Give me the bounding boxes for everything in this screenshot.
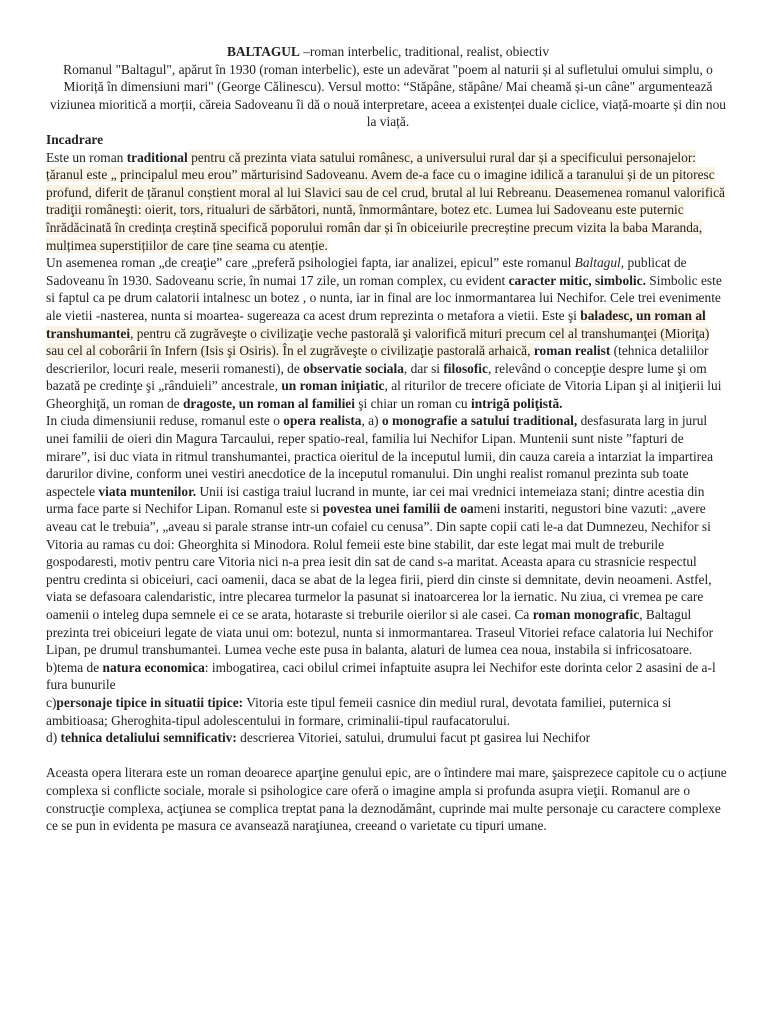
p1-highlighted-text: pentru că prezinta viata satului românesc, a universului rural dar și a specificului personajelor: țăranul este „ principalul meu erou” mărturisind Sadoveanu. Avem de-a face cu o imagine idilică a taranului și de un pitoresc profund, diferit de țăranul conștient moral al lui Slavici sau de cel crud, brutal al lui Rebreanu. Deasemenea romanul valorifică tradiţii româneşti: oierit, tors, ritualuri de sărbători, nuntă, înmormântare, botez etc. Lumea lui Sadoveanu este puternic înrădăcinată în credința creștină specifică poporului român dar și în obiceiurile precreștine precum vizita la baba Maranda, mulțimea superstițiilor de care ține seama cu atenție.: [46, 149, 725, 253]
title-bold-text: BALTAGUL: [226, 44, 300, 59]
paragraph-spacer: [46, 747, 730, 765]
p6-bold-tehnica: tehnica detaliului semnificativ:: [60, 730, 237, 746]
p3-bold-viata: viata muntenilor.: [98, 483, 197, 499]
p6-text-b: descrierea Vitoriei, satului, drumului facut pt gasirea lui Nechifor: [236, 730, 591, 746]
paragraph-tema-economica: [46, 659, 730, 694]
p2-italic-baltagul: Baltagul: [574, 255, 621, 271]
p2-highlighted-text: , pentru că zugrăveşte o civilizaţie veche pastorală şi valorifică mituri precum cel al transhumanţei (Mioriţa) sau cel al coborârii în Infern (Isis şi Osiris). În el zugrăveşte o civilizaţie pastorală arhaică,: [46, 325, 710, 359]
p2-bold-dragoste: dragoste, un roman al familiei: [182, 395, 355, 411]
p2-bold-intriga: intrigă poliţistă.: [470, 395, 563, 411]
p4-text-b: : imbogatirea, caci obilul crimei infaptuite asupra lei Nechifor este dorinta celor 2 asasini de a-l fura bunurile: [46, 659, 716, 693]
p2-text-e: (tehnica detaliilor descrierilor, locuri reale, meserii romanesti), de: [46, 343, 709, 376]
document-page: [46, 43, 730, 835]
p2-bold-initiatic: un roman iniţiatic: [281, 378, 385, 394]
paragraph-traditional: [46, 149, 730, 255]
p6-text-a: d): [46, 730, 61, 746]
title-rest-text: –roman interbelic, traditional, realist, obiectiv: [299, 44, 550, 59]
p2-text-b: , publicat de Sadoveanu în 1930. Sadoveanu scrie, în numai 17 zile, un roman complex, cu evident: [46, 255, 687, 288]
section-heading-incadrare: Incadrare: [46, 131, 104, 147]
p2-bold-caracter: caracter mitic, simbolic.: [508, 272, 646, 288]
paragraph-tehnica-detaliului: [46, 729, 730, 747]
p3-text-e: meni instariti, negustori bine vazuti: „avere aveau cat le trebuia”, „aveau si parale stranse intr-un cofaiel cu cenusa”. Din sapte copii cati le-a dat Dumnezeu, Nechifor si Vitoria au ramas cu doi: Gheorghita si Minodora. Rolul femeii este bine stabilit, dar este legat mai mult de treburile gospodaresti, motiv pentru care Vitoria nici n-a prea iesit din sat de cand s-a maritat. Aceasta apara cu strasnicie respectul pentru credinta si obiceiuri, caci oamenii, daca se abat de la legea firii, pierd din cinste si demnitate, devin neoameni. Astfel, viata se defasoara calendaristic, intre plecarea turmelor la pasunat si inatoarcerea lor la iernatic. Nu ziua, ci vremea pe care oamenii o inteleg dupa semnele ei ce se arata, hotaraste si treburile oierilor si ale casei. Ca: [46, 501, 712, 622]
p3-text-f: , Baltagul prezinta trei obiceiuri legate de viata unui om: botezul, nunta si inmormantarea. Traseul Vitoriei reface calatoria lui Nechifor Lipan, pe drumul transhumantei. Lumea veche este pusa in balanta, alaturi de lumea cea noua, instabila si infricosatoare.: [46, 607, 714, 658]
p3-text-c: desfasurata larg in jurul unei familii de oieri din Magura Tarcaului, reper spatio-real, familia lui Nechifor Lipan. Muntenii sunt niste ”fapturi de mirare”, isi duc viata in ritmul transhumantei, practica oieritul de la inceputul lumii, din cauza careia a intarziat la impartirea darurilor divine, conform unei vestiri anecdotice de la inceputul romanului. Din unghi realist romanul prezinta sub toate aspectele: [46, 413, 714, 499]
p5-text-a: c): [46, 694, 57, 710]
p2-text-h: , al riturilor de trecere oficiate de Vitoria Lipan şi al iniţierii lui Gheorghiţă, un roman de: [46, 378, 722, 411]
intro-paragraph: Romanul "Baltagul", apărut în 1930 (roman interbelic), este un adevărat "poem al naturii și al sufletului omului simplu, o Mioriță în dimensiuni mari" (George Călinescu). Versul motto: “Stăpâne, stăpâne/ Mai cheamă și-un câne" argumentează viziunea mioritică a morții, căreia Sadoveanu îi dă o nouă interpretare, aceea a existenței duale ciclice, viață-moarte și din nou la viață.: [50, 61, 726, 130]
p3-bold-monografie: o monografie a satului traditional,: [381, 413, 578, 429]
p2-text-g: , relevând o concepţie despre lume şi om bazată pe credinţe şi „rânduieli” ancestrale,: [46, 360, 707, 394]
p4-text-a: b)tema de: [46, 659, 103, 675]
p2-bold-observatie: observatie sociala: [303, 360, 404, 376]
paragraph-concluzie: Aceasta opera literara este un roman deoarece aparţine genului epic, are o întindere mai mare, şaisprezece capitole cu o acțiune complexa si conflicte sociale, morale si psihologice care oferă o imagine ampla si profunda asupra vieţii. Romanul are o construcţie complexa, acţiunea se complica treptat pana la deznodământ, cuprinde mai multe personaje cu caractere complexe ce se pun in evidenta pe masura ce avansează naraţiunea, creeand o varietate cu tipuri umane.: [46, 765, 727, 834]
p5-text-b: Vitoria este tipul femeii casnice din mediul rural, devotata familiei, puternica si ambitioasa; Gheroghita-tipul adolescentului in formare, criminalii-tipul raufacatorului.: [46, 694, 672, 728]
p2-text-c: Simbolic este si faptul ca pe drum calatorii intalnesc un botez , o nunta, iar in final are loc inmormantarea lui Nechifor. Cele trei evenimente ale vietii -nasterea, nunta si moartea- sugereaza ca acest drum reprezinta o metafora a vietii. Este şi: [46, 272, 722, 323]
p3-bold-monografic: roman monografic: [532, 607, 640, 622]
p2-bold-realist: roman realist: [533, 343, 611, 359]
p3-bold-opera: opera realista: [283, 413, 362, 429]
document-header: [46, 43, 730, 131]
p2-bold-baladesc: baladesc, un roman al transhumantei: [46, 307, 706, 341]
p4-bold-natura: natura economica: [102, 659, 205, 675]
p3-bold-povestea: povestea unei familii de oa: [322, 501, 474, 517]
p1-bold-traditional: traditional: [126, 149, 188, 165]
paragraph-roman-de-creatie: [46, 254, 730, 412]
p1-text-a: Este un roman: [46, 149, 127, 165]
p3-text-b: , a): [361, 413, 382, 429]
paragraph-opera-realista: [46, 412, 730, 658]
document-title: [46, 43, 730, 61]
p3-text-d: Unii isi castiga traiul lucrand in munte, iar cei mai vrednici intemeiaza stani; dintre acestia din urma face parte si Nechifor Lipan. Romanul este si: [46, 483, 705, 517]
p3-text-a: In ciuda dimensiunii reduse, romanul este o: [46, 413, 284, 429]
p2-text-i: şi chiar un roman cu: [354, 395, 471, 411]
p2-bold-filosofic: filosofic: [443, 360, 488, 376]
paragraph-personaje-tipice: [46, 694, 730, 729]
p2-text-a: Un asemenea roman „de creaţie” care „preferă psihologiei fapta, iar analizei, epicul” este romanul: [46, 255, 575, 271]
p2-text-f: , dar si: [403, 360, 444, 376]
p5-bold-personaje: personaje tipice in situatii tipice:: [56, 694, 244, 710]
